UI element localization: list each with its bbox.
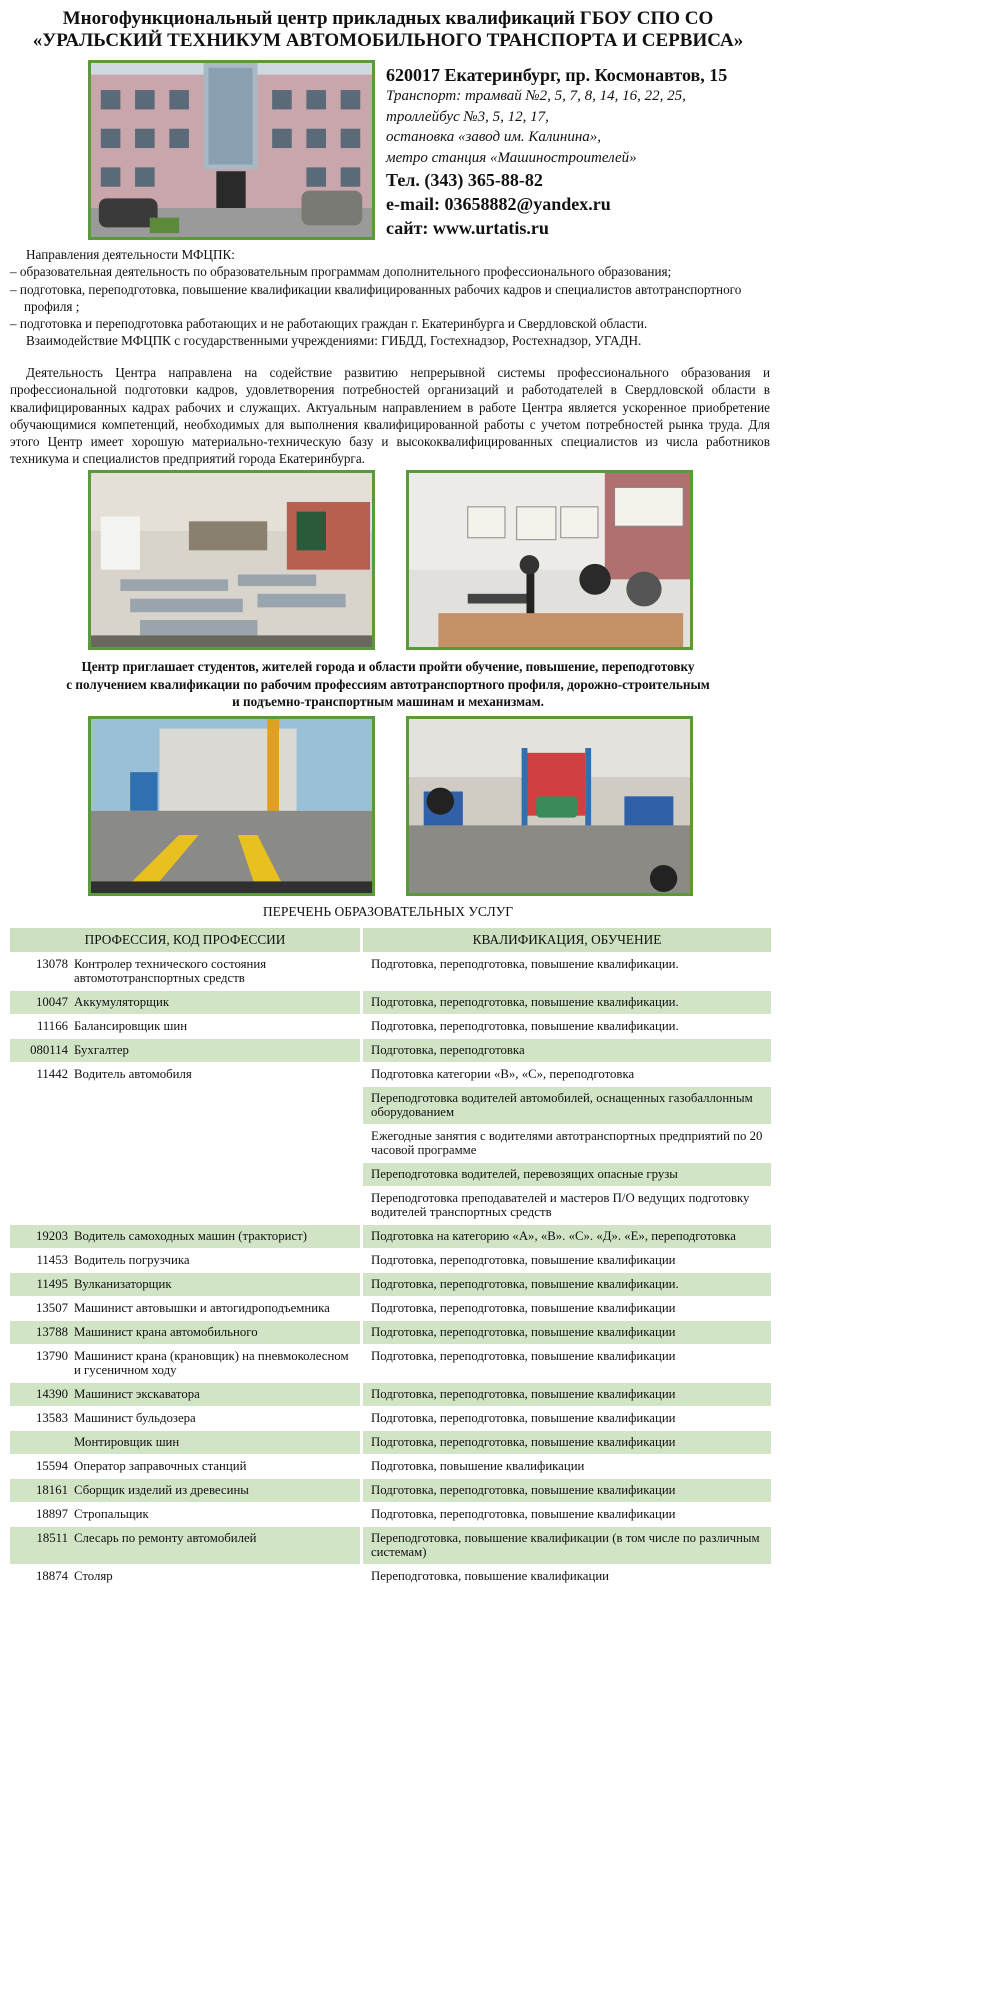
profession-code: 14390 xyxy=(10,1383,70,1406)
table-row xyxy=(10,1321,771,1344)
profession-name: Бухгалтер xyxy=(70,1039,363,1062)
table-row xyxy=(10,1273,771,1296)
transport-line-4: метро станция «Машиностроителей» xyxy=(386,149,637,166)
table-row xyxy=(10,1407,771,1430)
classroom-photo xyxy=(88,470,375,650)
profession-code: 13078 xyxy=(10,953,70,990)
profession-name: Монтировщик шин xyxy=(70,1431,363,1454)
qualification: Переподготовка преподавателей и мастеров П/О ведущих подготовку водителей транспортных средств xyxy=(363,1187,771,1224)
profession-name: Балансировщик шин xyxy=(70,1015,363,1038)
profession-name: Водитель самоходных машин (тракторист) xyxy=(70,1225,363,1248)
transport-line-3: остановка «завод им. Калинина», xyxy=(386,129,602,145)
transport-line-1: Транспорт: трамвай №2, 5, 7, 8, 14, 16, 22, 25, xyxy=(386,88,686,104)
title-line-1: Многофункциональный центр прикладных квалификаций ГБОУ СПО СО xyxy=(62,8,714,29)
qualification: Подготовка, переподготовка, повышение квалификации xyxy=(363,1321,771,1344)
qualification: Переподготовка, повышение квалификации xyxy=(363,1565,771,1588)
qualification: Подготовка, переподготовка, повышение квалификации xyxy=(363,1503,771,1526)
qualification: Подготовка, повышение квалификации xyxy=(363,1455,771,1478)
profession-name: Оператор заправочных станций xyxy=(70,1455,363,1478)
building-photo xyxy=(88,60,375,240)
table-row xyxy=(10,1063,771,1086)
contact-block xyxy=(386,64,771,240)
invite-line: Центр приглашает студентов, жителей города и области пройти обучение, повышение, переподготовку xyxy=(81,659,695,674)
description-paragraph: Деятельность Центра направлена на содействие развитию непрерывной системы профессионального образования и профессиональной подготовки кадров, удовлетворения потребностей организаций и работодателей в Свердловской области в квалифицированных кадрах рабочих и служащих. Актуальным направлением в работе Центра является ускоренное приобретение обучающимися компетенций, необходимых для выполнения квалифицированной работы с учетом потребностей рынка труда. Для этого Центр имеет хорошую материально-техническую базу и высококвалифицированных специалистов из числа работников техникума и специалистов предприятий города Екатеринбурга. xyxy=(10,365,770,467)
profession-code: 13507 xyxy=(10,1297,70,1320)
table-row xyxy=(10,1479,771,1502)
profession-code xyxy=(10,1431,70,1454)
qualification: Подготовка, переподготовка, повышение квалификации xyxy=(363,1479,771,1502)
garage-photo xyxy=(406,716,693,896)
table-row xyxy=(10,991,771,1014)
qualification: Подготовка, переподготовка, повышение квалификации xyxy=(363,1345,771,1382)
table-row xyxy=(10,1503,771,1526)
qualification: Подготовка, переподготовка xyxy=(363,1039,771,1062)
transport-line-2: троллейбус №3, 5, 12, 17, xyxy=(386,108,549,125)
direction-item: – подготовка, переподготовка, повышение квалификации квалифицированных рабочих кадров и специалистов автотранспортного профиля ; xyxy=(10,281,742,314)
qualification: Подготовка, переподготовка, повышение квалификации xyxy=(363,1249,771,1272)
profession-code: 10047 xyxy=(10,991,70,1014)
qualification: Подготовка, переподготовка, повышение квалификации. xyxy=(363,1015,771,1038)
qualification: Переподготовка, повышение квалификации (в том числе по различным системам) xyxy=(363,1527,771,1564)
profession-name: Слесарь по ремонту автомобилей xyxy=(70,1527,363,1564)
profession-name: Машинист бульдозера xyxy=(70,1407,363,1430)
profession-name: Водитель погрузчика xyxy=(70,1249,363,1272)
column-header-qualification: КВАЛИФИКАЦИЯ, ОБУЧЕНИЕ xyxy=(363,928,771,952)
lab-photo xyxy=(406,470,693,650)
qualification: Подготовка, переподготовка, повышение квалификации xyxy=(363,1383,771,1406)
profession-name: Сборщик изделий из древесины xyxy=(70,1479,363,1502)
profession-code: 11166 xyxy=(10,1015,70,1038)
profession-code: 18511 xyxy=(10,1527,70,1564)
table-row xyxy=(10,1249,771,1272)
title-line-2: «УРАЛЬСКИЙ ТЕХНИКУМ АВТОМОБИЛЬНОГО ТРАНСПОРТА И СЕРВИСА» xyxy=(32,30,744,51)
qualification: Подготовка, переподготовка, повышение квалификации. xyxy=(363,953,771,990)
table-row xyxy=(10,1431,771,1454)
qualification: Подготовка, переподготовка, повышение квалификации xyxy=(363,1431,771,1454)
table-row xyxy=(10,1383,771,1406)
qualification: Подготовка, переподготовка, повышение квалификации. xyxy=(363,1273,771,1296)
profession-name: Вулканизаторщик xyxy=(70,1273,363,1296)
profession-code: 18161 xyxy=(10,1479,70,1502)
profession-code: 18874 xyxy=(10,1565,70,1588)
table-row xyxy=(10,1225,771,1248)
qualification: Переподготовка водителей автомобилей, оснащенных газобаллонным оборудованием xyxy=(363,1087,771,1124)
qualification: Переподготовка водителей, перевозящих опасные грузы xyxy=(363,1163,771,1186)
direction-item: – образовательная деятельность по образовательным программам дополнительного профессионального образования; xyxy=(10,264,672,280)
qualification: Подготовка, переподготовка, повышение квалификации xyxy=(363,1407,771,1430)
qualification: Подготовка, переподготовка, повышение квалификации xyxy=(363,1297,771,1320)
profession-code: 080114 xyxy=(10,1039,70,1062)
profession-code: 11442 xyxy=(10,1063,70,1224)
table-row xyxy=(10,953,771,990)
profession-code: 13788 xyxy=(10,1321,70,1344)
table-row xyxy=(10,1039,771,1062)
profession-code: 19203 xyxy=(10,1225,70,1248)
website[interactable]: сайт: www.urtatis.ru xyxy=(386,218,549,238)
profession-name: Водитель автомобиля xyxy=(70,1063,363,1224)
services-table xyxy=(10,927,771,1589)
invite-line: и подъемно-транспортным машинам и механизмам. xyxy=(232,694,544,709)
qualification: Подготовка категории «В», «С», переподготовка xyxy=(363,1063,771,1086)
profession-code: 13583 xyxy=(10,1407,70,1430)
qualification: Подготовка, переподготовка, повышение квалификации. xyxy=(363,991,771,1014)
page-title xyxy=(0,8,776,52)
profession-name: Машинист крана автомобильного xyxy=(70,1321,363,1344)
invitation-text xyxy=(0,658,776,711)
services-title: ПЕРЕЧЕНЬ ОБРАЗОВАТЕЛЬНЫХ УСЛУГ xyxy=(262,904,514,919)
table-row xyxy=(10,1565,771,1588)
table-row xyxy=(10,1015,771,1038)
table-row xyxy=(10,1455,771,1478)
profession-code: 13790 xyxy=(10,1345,70,1382)
profession-name: Машинист крана (крановщик) на пневмоколесном и гусеничном ходу xyxy=(70,1345,363,1382)
direction-item: – подготовка и переподготовка работающих и не работающих граждан г. Екатеринбурга и Свердловской области. xyxy=(10,316,648,332)
profession-name: Стропальщик xyxy=(70,1503,363,1526)
profession-code: 11495 xyxy=(10,1273,70,1296)
directions-heading: Направления деятельности МФЦПК: xyxy=(26,247,235,262)
directions-block xyxy=(10,246,770,350)
workshop-photo xyxy=(88,716,375,896)
phone: Тел. (343) 365-88-82 xyxy=(386,170,543,190)
table-row xyxy=(10,1297,771,1320)
invite-line: с получением квалификации по рабочим профессиям автотранспортного профиля, дорожно-строительным xyxy=(66,676,710,692)
qualification: Ежегодные занятия с водителями автотранспортных предприятий по 20 часовой программе xyxy=(363,1125,771,1162)
profession-name: Машинист экскаватора xyxy=(70,1383,363,1406)
table-row xyxy=(10,1345,771,1382)
profession-name: Контролер технического состояния автомототранспортных средств xyxy=(70,953,363,990)
profession-code: 11453 xyxy=(10,1249,70,1272)
column-header-profession: ПРОФЕССИЯ, КОД ПРОФЕССИИ xyxy=(10,928,363,952)
qualification: Подготовка на категорию «А», «В». «С». «Д». «Е», переподготовка xyxy=(363,1225,771,1248)
profession-name: Столяр xyxy=(70,1565,363,1588)
profession-code: 15594 xyxy=(10,1455,70,1478)
table-row xyxy=(10,1527,771,1564)
profession-name: Аккумуляторщик xyxy=(70,991,363,1014)
profession-code: 18897 xyxy=(10,1503,70,1526)
address: 620017 Екатеринбург, пр. Космонавтов, 15 xyxy=(386,65,728,85)
cooperation-text: Взаимодействие МФЦПК с государственными учреждениями: ГИБДД, Гостехнадзор, Ростехнадзор, УГАДН. xyxy=(26,333,642,349)
email[interactable]: e-mail: 03658882@yandex.ru xyxy=(386,194,611,214)
profession-name: Машинист автовышки и автогидроподъемника xyxy=(70,1297,363,1320)
